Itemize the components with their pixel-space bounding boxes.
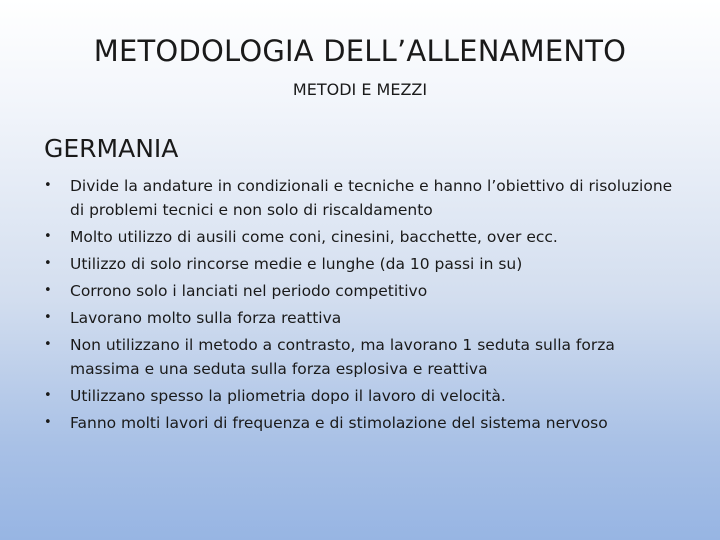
bullet-text: Molto utilizzo di ausili come coni, cinesini, bacchette, over ecc. xyxy=(70,228,558,246)
bullet-icon: • xyxy=(44,229,52,244)
bullet-item xyxy=(44,411,674,435)
bullet-text: Divide la andature in condizionali e tecniche e hanno l’obiettivo di risoluzione di problemi tecnici e non solo di riscaldamento xyxy=(70,177,673,219)
bullet-icon: • xyxy=(44,283,52,298)
section-heading: GERMANIA xyxy=(44,134,179,163)
bullet-icon: • xyxy=(44,415,52,430)
bullet-icon: • xyxy=(44,388,52,403)
bullet-item xyxy=(44,279,674,303)
bullet-icon: • xyxy=(44,337,52,352)
bullet-icon: • xyxy=(44,256,52,271)
bullet-item xyxy=(44,174,674,222)
bullet-text: Non utilizzano il metodo a contrasto, ma lavorano 1 seduta sulla forza massima e una seduta sulla forza esplosiva e reattiva xyxy=(70,336,615,378)
bullet-item xyxy=(44,225,674,249)
bullet-item xyxy=(44,333,674,381)
bullet-list xyxy=(44,174,674,438)
bullet-text: Utilizzano spesso la pliometria dopo il lavoro di velocità. xyxy=(70,387,506,405)
bullet-text: Corrono solo i lanciati nel periodo competitivo xyxy=(70,282,428,300)
bullet-item xyxy=(44,384,674,408)
bullet-item xyxy=(44,306,674,330)
slide-title: METODOLOGIA DELL’ALLENAMENTO xyxy=(93,34,627,68)
slide-subtitle: METODI E MEZZI xyxy=(292,80,428,99)
bullet-text: Utilizzo di solo rincorse medie e lunghe (da 10 passi in su) xyxy=(70,255,523,273)
bullet-item xyxy=(44,252,674,276)
bullet-text: Lavorano molto sulla forza reattiva xyxy=(70,309,342,327)
bullet-text: Fanno molti lavori di frequenza e di stimolazione del sistema nervoso xyxy=(70,414,608,432)
bullet-icon: • xyxy=(44,178,52,193)
bullet-icon: • xyxy=(44,310,52,325)
